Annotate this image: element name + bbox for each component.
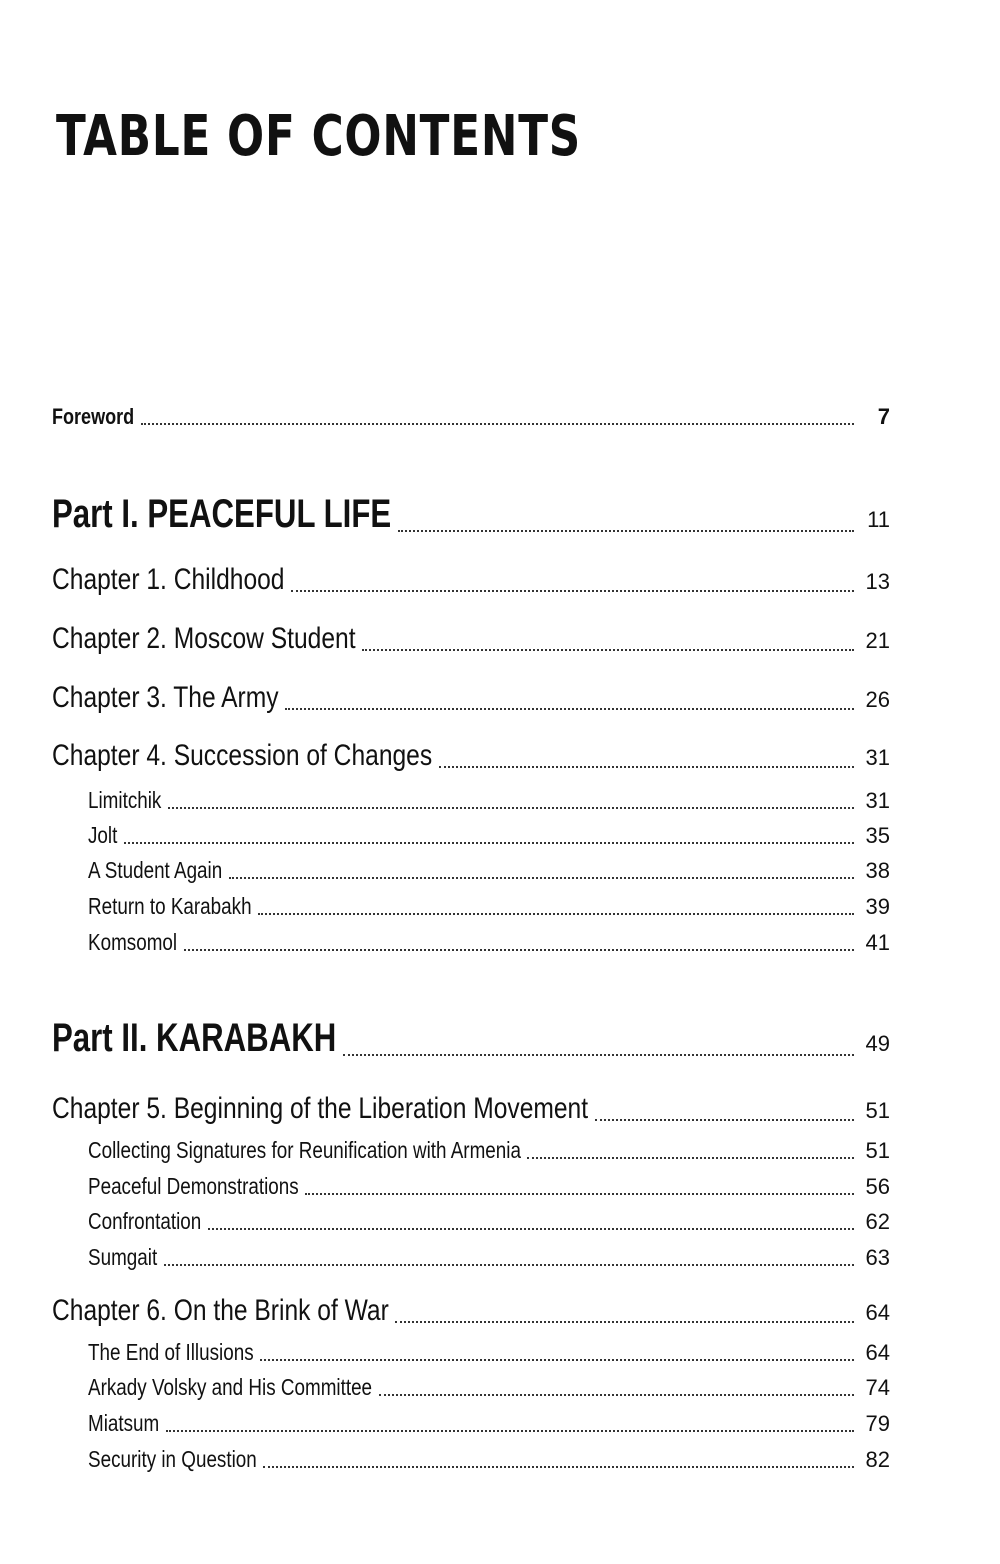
toc-entry-chapter[interactable] [52, 563, 890, 597]
entry-label: Peaceful Demonstrations [88, 1173, 299, 1199]
dot-leader [166, 1430, 854, 1432]
toc-entry-foreword[interactable] [52, 404, 890, 430]
entry-label: Security in Question [88, 1446, 257, 1472]
entry-page-number: 31 [865, 788, 890, 813]
toc-entry-chapter[interactable] [52, 1294, 890, 1328]
entry-page-number: 51 [865, 1098, 890, 1123]
toc-entry-chapter[interactable] [52, 622, 890, 656]
toc-entry-section[interactable] [88, 1374, 890, 1401]
entry-label: Foreword [52, 404, 135, 429]
toc-entry-section[interactable] [88, 1208, 890, 1235]
entry-label: Sumgait [88, 1244, 158, 1270]
entry-page-number: 64 [865, 1300, 890, 1325]
entry-label: Confrontation [88, 1208, 202, 1234]
entry-label: Part II. KARABAKH [52, 1016, 337, 1060]
toc-entry-section[interactable] [88, 1339, 890, 1366]
entry-page-number: 26 [865, 687, 890, 712]
entry-label: Return to Karabakh [88, 893, 252, 919]
toc-entry-section[interactable] [88, 929, 890, 956]
toc-entry-section[interactable] [88, 1244, 890, 1271]
entry-page-number: 64 [865, 1340, 890, 1365]
dot-leader [527, 1157, 854, 1159]
entry-page-number: 31 [865, 745, 890, 770]
toc-entry-section[interactable] [88, 1446, 890, 1473]
entry-page-number: 74 [865, 1375, 890, 1400]
dot-leader [184, 949, 854, 951]
entry-page-number: 7 [877, 404, 890, 429]
toc-entry-section[interactable] [88, 822, 890, 849]
dot-leader [343, 1054, 854, 1056]
entry-label: A Student Again [88, 857, 223, 883]
dot-leader [398, 530, 854, 532]
entry-page-number: 21 [865, 628, 890, 653]
toc-entry-part[interactable] [52, 492, 890, 537]
dot-leader [208, 1228, 854, 1230]
dot-leader [229, 877, 854, 879]
dot-leader [263, 1466, 854, 1468]
entry-page-number: 63 [865, 1245, 890, 1270]
toc-entry-section[interactable] [88, 857, 890, 884]
entry-label: Limitchik [88, 787, 162, 813]
entry-page-number: 79 [865, 1411, 890, 1436]
entry-page-number: 13 [865, 569, 890, 594]
toc-entry-chapter[interactable] [52, 1092, 890, 1126]
entry-page-number: 51 [865, 1138, 890, 1163]
entry-label: Miatsum [88, 1410, 160, 1436]
entry-label: Collecting Signatures for Reunification with Armenia [88, 1137, 521, 1163]
toc-entry-part[interactable] [52, 1016, 890, 1061]
dot-leader [362, 649, 854, 651]
entry-label: Arkady Volsky and His Committee [88, 1374, 373, 1400]
entry-label: Chapter 4. Succession of Changes [52, 739, 433, 772]
entry-page-number: 39 [865, 894, 890, 919]
entry-label: Part I. PEACEFUL LIFE [52, 492, 392, 536]
dot-leader [141, 423, 854, 425]
dot-leader [124, 842, 854, 844]
dot-leader [439, 766, 854, 768]
dot-leader [595, 1119, 854, 1121]
toc-entry-chapter[interactable] [52, 739, 890, 773]
entry-label: Chapter 3. The Army [52, 681, 279, 714]
entry-label: Chapter 1. Childhood [52, 563, 285, 596]
entry-page-number: 56 [865, 1174, 890, 1199]
entry-page-number: 82 [865, 1447, 890, 1472]
dot-leader [291, 590, 854, 592]
toc-entry-chapter[interactable] [52, 681, 890, 715]
entry-label: Chapter 6. On the Brink of War [52, 1294, 389, 1327]
dot-leader [395, 1321, 854, 1323]
toc-entry-section[interactable] [88, 1173, 890, 1200]
entry-label: Komsomol [88, 929, 178, 955]
dot-leader [260, 1359, 854, 1361]
dot-leader [305, 1193, 854, 1195]
dot-leader [285, 708, 854, 710]
dot-leader [168, 807, 854, 809]
entry-page-number: 11 [867, 507, 890, 532]
toc-entry-section[interactable] [88, 893, 890, 920]
entry-page-number: 38 [865, 858, 890, 883]
entry-label: The End of Illusions [88, 1339, 254, 1365]
toc-entry-section[interactable] [88, 787, 890, 814]
dot-leader [164, 1264, 854, 1266]
toc-entry-section[interactable] [88, 1137, 890, 1164]
dot-leader [379, 1394, 854, 1396]
dot-leader [258, 913, 854, 915]
page-title: TABLE OF CONTENTS [56, 104, 582, 169]
entry-page-number: 41 [865, 930, 890, 955]
entry-page-number: 49 [865, 1031, 890, 1056]
entry-label: Chapter 2. Moscow Student [52, 622, 356, 655]
entry-label: Chapter 5. Beginning of the Liberation Movement [52, 1092, 589, 1125]
entry-label: Jolt [88, 822, 118, 848]
toc-entry-section[interactable] [88, 1410, 890, 1437]
entry-page-number: 35 [865, 823, 890, 848]
entry-page-number: 62 [865, 1209, 890, 1234]
